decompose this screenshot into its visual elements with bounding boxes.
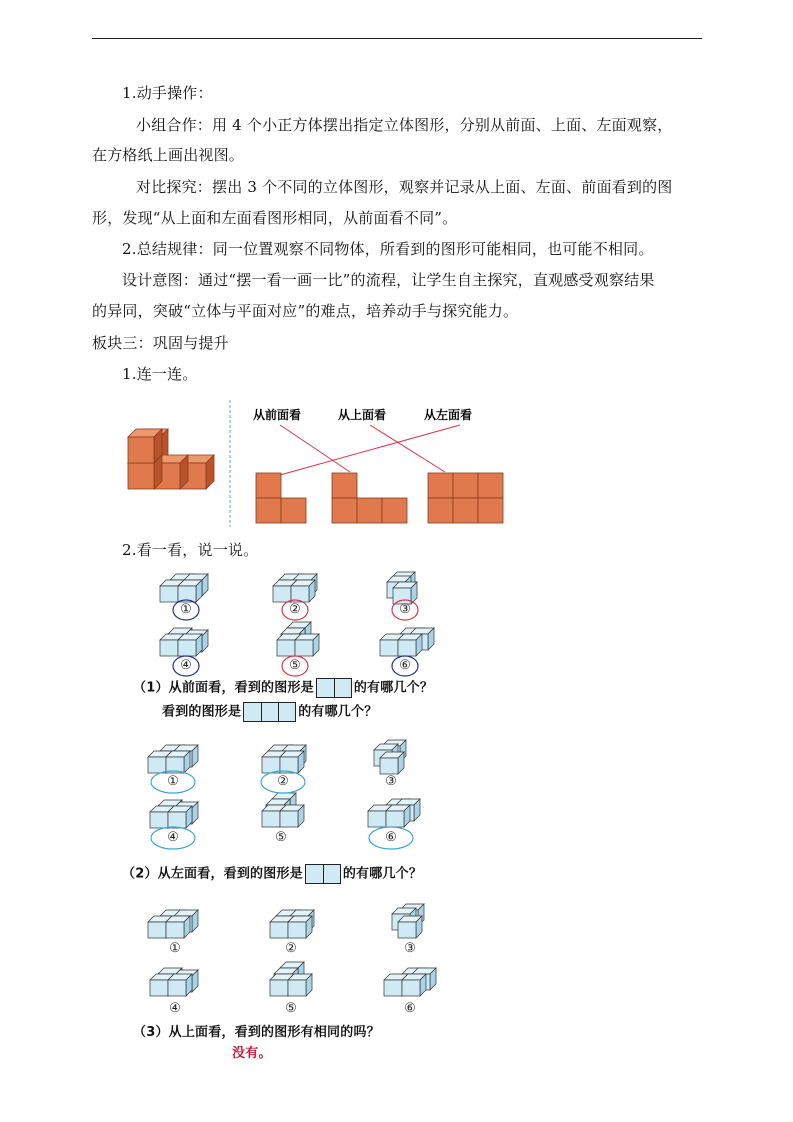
group-a-number-4: ④ (180, 658, 192, 673)
group-c-number-4: ④ (169, 1001, 181, 1016)
group-a-number-5: ⑤ (289, 658, 301, 673)
group-c-number-3: ③ (404, 941, 416, 956)
paragraph-compare-1: 对比探究：摆出 3 个不同的立体图形，观察并记录从上面、左面、前面看到的图 (136, 178, 673, 196)
group-a-shape-6 (380, 628, 440, 658)
group-c-shape-2 (270, 910, 320, 940)
group-c-number-5: ⑤ (285, 1001, 297, 1016)
group-b-shape-5 (262, 793, 312, 829)
question-1b-prefix: 看到的图形是 (162, 704, 242, 720)
view-shape-rect (428, 473, 503, 523)
group-a-shape-4 (160, 628, 220, 658)
group-c-number-6: ⑥ (404, 1001, 416, 1016)
group-b-shape-6 (368, 799, 428, 829)
group-c-shape-3 (392, 904, 432, 938)
exercise1-heading: 1.连一连。 (122, 365, 198, 383)
group-a-shape-5 (277, 622, 327, 658)
two-square-shape (316, 678, 352, 698)
paragraph-cooperation-2: 在方格纸上画出视图。 (92, 146, 245, 164)
question-2-line (122, 864, 422, 885)
match-line-left (280, 425, 460, 475)
question-2-prefix: （2）从左面看，看到的图形是 (122, 866, 303, 882)
group-c-number-1: ① (169, 941, 181, 956)
view-shape-l (256, 473, 306, 523)
group-b-number-3: ③ (385, 774, 397, 789)
group-c-shape-1 (148, 910, 208, 940)
label-front-view: 从前面看 (253, 408, 302, 422)
orange-solid-stack-cube (128, 429, 168, 469)
question-1-prefix: （1）从前面看，看到的图形是 (133, 680, 314, 696)
paragraph-compare-2: 形，发现“从上面和左面看图形相同，从前面看不同”。 (92, 209, 458, 227)
group-a-number-1: ① (180, 602, 192, 617)
group-c-number-2: ② (285, 941, 297, 956)
group-b-number-4: ④ (167, 830, 179, 845)
group-b-number-6: ⑥ (385, 830, 397, 845)
view-shape-long-l (332, 473, 407, 523)
question-3: （3）从上面看，看到的图形有相同的吗？ (133, 1025, 380, 1040)
question-1b-suffix: 的有哪几个？ (298, 704, 378, 720)
exercise2-heading: 2.看一看，说一说。 (122, 541, 259, 559)
question-3-answer: 没有。 (232, 1046, 272, 1061)
two-square-shape-q2 (305, 864, 341, 884)
group-a-number-3: ③ (399, 602, 411, 617)
group-b-shape-3 (374, 740, 414, 774)
group-a-number-2: ② (289, 602, 301, 617)
group-b-number-1: ① (167, 774, 179, 789)
question-1-line-b (162, 702, 377, 723)
group-b-number-5: ⑤ (275, 830, 287, 845)
header-rule (92, 38, 702, 39)
step2-summary: 2.总结规律：同一位置观察不同物体，所看到的图形可能相同，也可能不相同。 (122, 240, 654, 258)
design-intent-2: 的异同，突破“立体与平面对应”的难点，培养动手与探究能力。 (92, 302, 519, 320)
step1-heading: 1.动手操作： (122, 84, 213, 102)
group-c-shape-5 (270, 962, 320, 998)
section3-heading: 板块三：巩固与提升 (92, 334, 229, 352)
question-1-suffix: 的有哪几个？ (353, 680, 434, 696)
group-a-number-6: ⑥ (399, 658, 411, 673)
group-b-number-2: ② (277, 774, 289, 789)
matching-figure (120, 395, 510, 530)
question-1-line-a (133, 678, 433, 699)
label-left-view: 从左面看 (424, 408, 473, 422)
paragraph-cooperation-1: 小组合作：用 4 个小正方体摆出指定立体图形，分别从前面、上面、左面观察， (136, 116, 673, 134)
label-top-view: 从上面看 (338, 408, 387, 422)
design-intent-1: 设计意图：通过“摆一看一画一比”的流程，让学生自主探究，直观感受观察结果 (122, 271, 655, 289)
question-2-suffix: 的有哪几个？ (342, 866, 423, 882)
three-square-shape (243, 702, 296, 722)
group-c-shape-4 (150, 968, 210, 998)
group-c-shape-6 (384, 968, 444, 998)
